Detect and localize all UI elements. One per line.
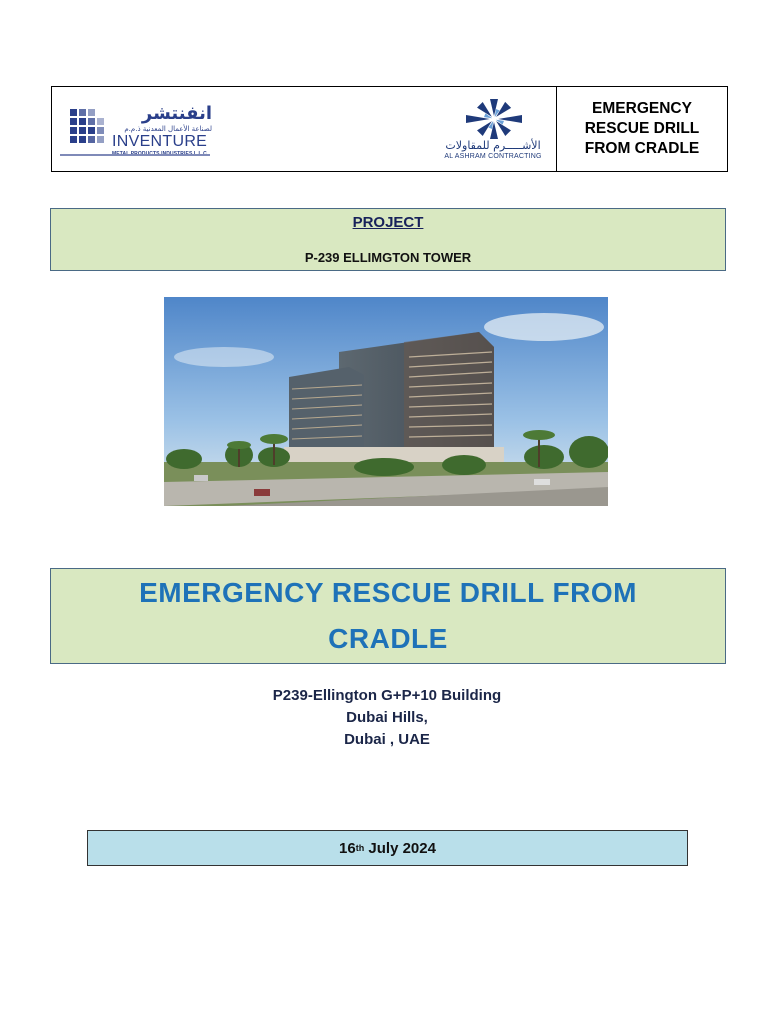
date-suffix: th xyxy=(355,843,365,853)
date-month-year: July 2024 xyxy=(368,839,436,857)
main-title-box xyxy=(50,568,726,664)
main-title-line-1: EMERGENCY RESCUE DRILL FROM xyxy=(139,577,637,608)
site-address xyxy=(0,685,768,751)
logo-underline xyxy=(60,154,210,156)
alashram-name: AL ASHRAM CONTRACTING xyxy=(444,153,542,160)
project-label: PROJECT xyxy=(352,214,424,231)
project-name: P-239 ELLIMGTON TOWER xyxy=(304,250,472,265)
main-title-line-2: CRADLE xyxy=(328,623,448,654)
inventure-name: INVENTURE xyxy=(112,133,208,150)
address-line-3: Dubai , UAE xyxy=(344,731,430,748)
date-day: 16 xyxy=(339,839,356,857)
alashram-logo xyxy=(432,97,557,167)
logo-cell xyxy=(52,87,557,171)
building-photo xyxy=(164,297,608,506)
alashram-arabic-name: الأشـــــرم للمقاولات xyxy=(445,139,541,152)
inventure-arabic-subtitle: لصناعة الأعمال المعدنية ذ.م.م xyxy=(124,125,212,133)
date-box xyxy=(87,830,688,866)
header-title-line: RESCUE DRILL xyxy=(584,120,700,137)
inventure-logo xyxy=(70,103,210,159)
address-line-2: Dubai Hills, xyxy=(346,709,428,726)
inventure-arabic-name: انفنتشر xyxy=(141,103,212,124)
header-title xyxy=(557,87,727,171)
document-header xyxy=(51,86,728,172)
header-title-line: FROM CRADLE xyxy=(584,140,700,157)
header-title-line: EMERGENCY xyxy=(592,100,692,117)
address-line-1: P239-Ellington G+P+10 Building xyxy=(272,687,502,704)
alashram-star-icon xyxy=(462,97,526,141)
project-box xyxy=(50,208,726,271)
inventure-squares-icon xyxy=(70,109,108,149)
